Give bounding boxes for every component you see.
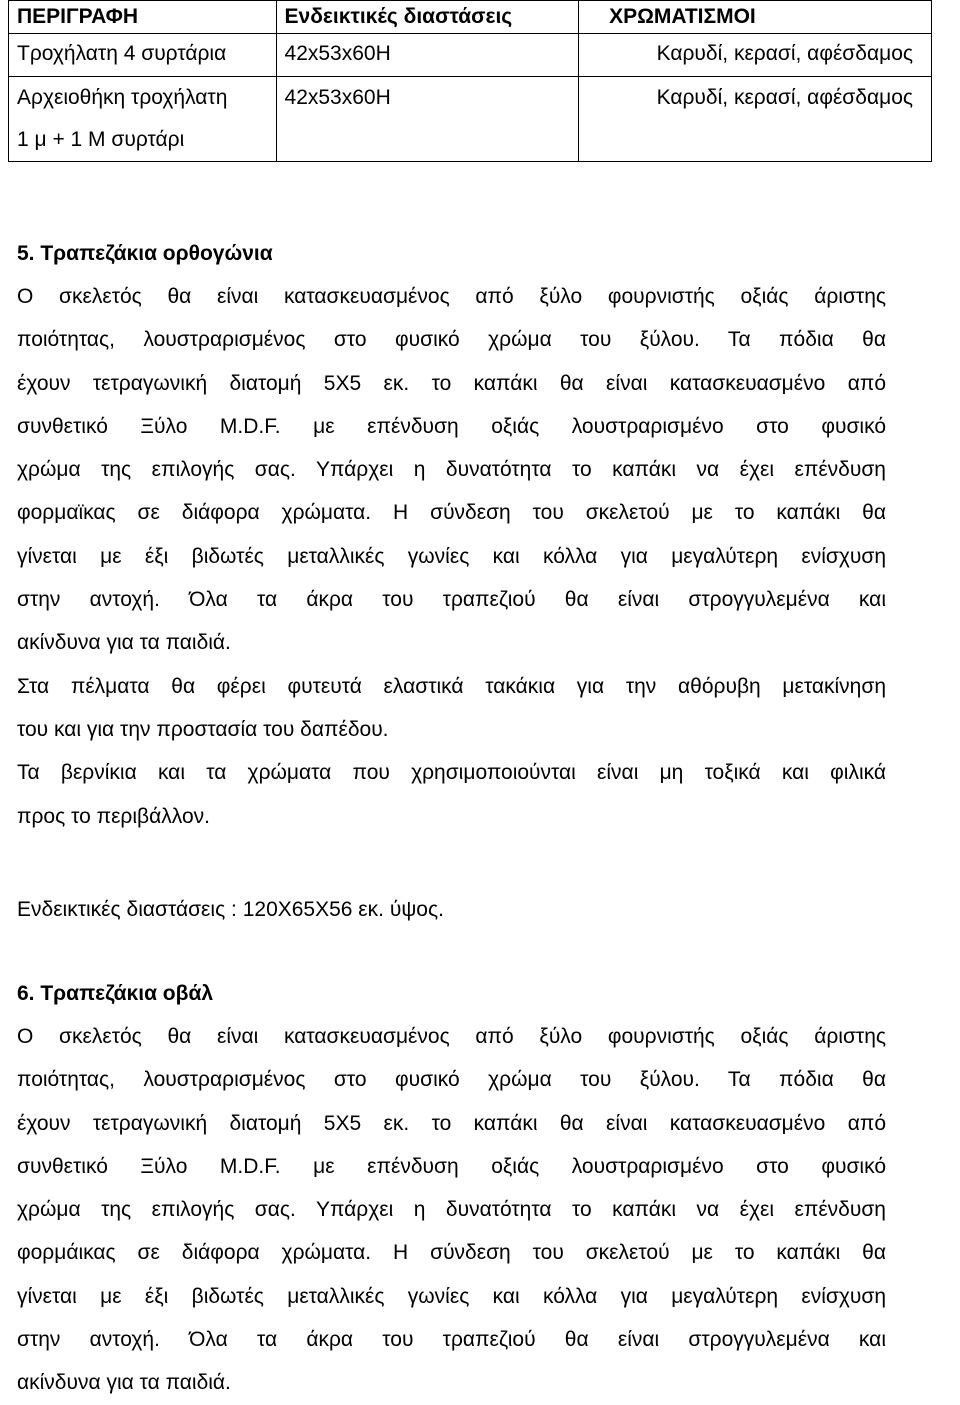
body-line: Τα βερνίκια και τα χρώματα που χρησιμοποιούνται είναι μη τοξικά και φιλικά <box>17 761 886 785</box>
body-line: προς το περιβάλλον. <box>17 804 210 828</box>
body-line: Ο σκελετός θα είναι κατασκευασμένος από ξύλο φουρνιστής οξιάς άριστης <box>17 285 886 308</box>
body-line: συνθετικό Ξύλο M.D.F. με επένδυση οξιάς λουστραρισμένο στο φυσικό <box>17 1154 886 1178</box>
body-line: ποιότητας, λουστραρισμένος στο φυσικό χρώμα του ξύλου. Τα πόδια θα <box>17 1068 886 1092</box>
row-colors: Καρυδί, κερασί, αφέσδαμος <box>579 77 932 162</box>
section-6 <box>17 972 886 1405</box>
body-line: ποιότητας, λουστραρισμένος στο φυσικό χρώμα του ξύλου. Τα πόδια θα <box>17 328 886 352</box>
body-line: φορμαϊκας σε διάφορα χρώματα. Η σύνδεση του σκελετού με το καπάκι θα <box>17 501 886 525</box>
header-dimensions: Ενδεικτικές διαστάσεις <box>276 1 579 34</box>
section-body <box>17 275 886 838</box>
row-description <box>9 77 277 162</box>
body-line: ακίνδυνα για τα παιδιά. <box>17 631 231 655</box>
header-description: ΠΕΡΙΓΡΑΦΗ <box>9 1 277 34</box>
section-body <box>17 1015 886 1405</box>
body-line: στην αντοχή. Όλα τα άκρα του τραπεζιού θα είναι στρογγυλεμένα και <box>17 588 886 612</box>
body-line: χρώμα της επιλογής σας. Υπάρχει η δυνατότητα το καπάκι να έχει επένδυση <box>17 458 886 482</box>
body-line: χρώμα της επιλογής σας. Υπάρχει η δυνατότητα το καπάκι να έχει επένδυση <box>17 1198 886 1222</box>
section-5 <box>17 232 886 838</box>
row-description-line: Αρχειοθήκη τροχήλατη <box>17 86 228 109</box>
table-row <box>9 77 932 162</box>
body-line: συνθετικό Ξύλο M.D.F. με επένδυση οξιάς λουστραρισμένο στο φυσικό <box>17 414 886 438</box>
row-description-line: 1 μ + 1 Μ συρτάρι <box>17 128 185 151</box>
body-line: Ο σκελετός θα είναι κατασκευασμένος από ξύλο φουρνιστής οξιάς άριστης <box>17 1025 886 1048</box>
body-line: φορμάικας σε διάφορα χρώματα. Η σύνδεση του σκελετού με το καπάκι θα <box>17 1241 886 1265</box>
body-line: γίνεται με έξι βιδωτές μεταλλικές γωνίες και κόλλα για μεγαλύτερη ενίσχυση <box>17 1284 886 1308</box>
body-line: έχουν τετραγωνική διατομή 5Χ5 εκ. το καπάκι θα είναι κατασκευασμένο από <box>17 371 886 395</box>
section-5-dimensions: Ενδεικτικές διαστάσεις : 120Χ65Χ56 εκ. ύψος. <box>17 898 444 921</box>
section-title: 6. Τραπεζάκια οβάλ <box>17 982 214 1005</box>
body-line: έχουν τετραγωνική διατομή 5Χ5 εκ. το καπάκι θα είναι κατασκευασμένο από <box>17 1111 886 1135</box>
body-line: ακίνδυνα για τα παιδιά. <box>17 1371 231 1395</box>
table-header-row <box>9 1 932 34</box>
section-title: 5. Τραπεζάκια ορθογώνια <box>17 242 273 265</box>
table-row <box>9 34 932 77</box>
row-description: Τροχήλατη 4 συρτάρια <box>9 34 277 77</box>
body-line: στην αντοχή. Όλα τα άκρα του τραπεζιού θα είναι στρογγυλεμένα και <box>17 1328 886 1352</box>
row-dimensions: 42x53x60H <box>276 34 579 77</box>
product-table <box>8 0 932 162</box>
row-dimensions: 42x53x60H <box>276 77 579 162</box>
body-line: γίνεται με έξι βιδωτές μεταλλικές γωνίες και κόλλα για μεγαλύτερη ενίσχυση <box>17 544 886 568</box>
row-colors: Καρυδί, κερασί, αφέσδαμος <box>579 34 932 77</box>
header-colors: ΧΡΩΜΑΤΙΣΜΟΙ <box>579 1 932 34</box>
body-line: Στα πέλματα θα φέρει φυτευτά ελαστικά τακάκια για την αθόρυβη μετακίνηση <box>17 674 886 698</box>
body-line: του και για την προστασία του δαπέδου. <box>17 717 389 741</box>
